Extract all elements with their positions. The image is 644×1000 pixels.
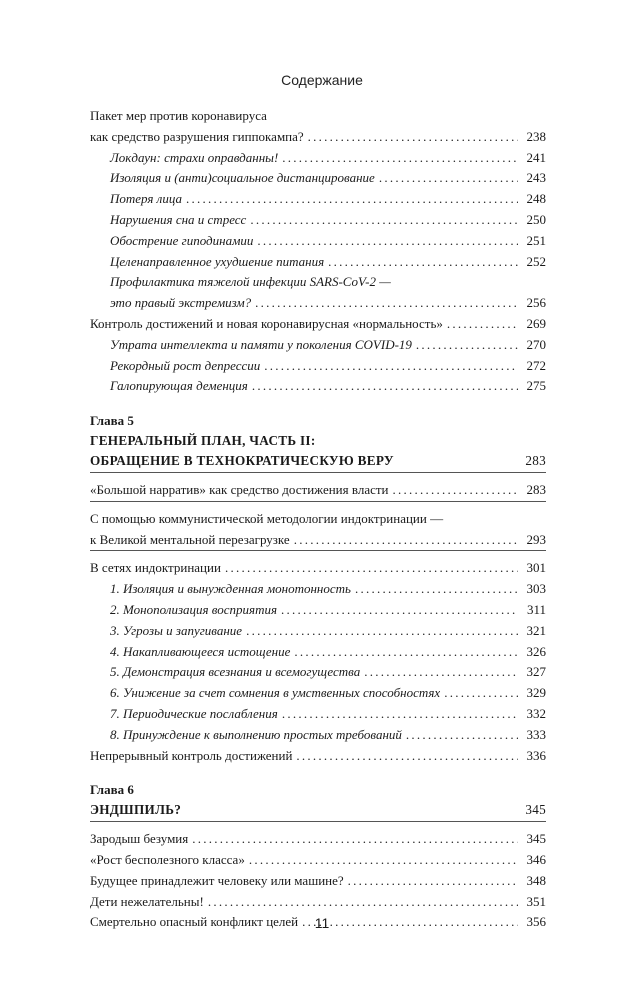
dot-leader	[186, 189, 518, 210]
dot-leader	[308, 127, 518, 148]
toc-page-number: 251	[526, 232, 546, 248]
toc-entry[interactable]	[90, 127, 546, 148]
toc-subentry[interactable]	[90, 168, 546, 189]
toc-subentry-line1[interactable]	[90, 272, 546, 293]
toc-entry-title: Зародыш безумия	[90, 831, 189, 847]
running-header: Содержание	[281, 72, 363, 88]
toc-entry[interactable]	[90, 314, 546, 335]
toc-entry[interactable]	[90, 746, 546, 767]
toc-entry-line1[interactable]	[90, 509, 546, 530]
toc-subentry-title: 2. Монополизация восприятия	[110, 601, 278, 617]
toc-subentry[interactable]	[90, 210, 546, 231]
toc-subentry-title: Целенаправленное ухудшение питания	[110, 253, 325, 269]
dot-leader	[281, 600, 518, 621]
toc-page-number: 346	[526, 851, 546, 867]
toc-page-number: 303	[526, 581, 546, 597]
toc-page-number: 283	[525, 453, 546, 469]
toc-page-number: 243	[526, 170, 546, 186]
toc-page-number: 283	[526, 481, 546, 497]
toc-entry[interactable]	[90, 850, 546, 871]
toc-entry-title: «Большой нарратив» как средство достижения власти	[90, 481, 389, 497]
toc-entry-title: к Великой ментальной перезагрузке	[90, 531, 290, 547]
toc-subentry-title: 8. Принуждение к выполнению простых требований	[110, 726, 402, 742]
toc-subentry-title: Локдаун: страхи оправданны!	[110, 149, 279, 165]
dot-leader	[393, 480, 518, 501]
toc-subentry-title: 6. Унижение за счет сомнения в умственных способностях	[110, 685, 441, 701]
toc-subentry[interactable]	[90, 231, 546, 252]
dot-leader	[379, 168, 518, 189]
toc-page-number: 241	[526, 149, 546, 165]
dot-leader	[328, 252, 518, 273]
toc-entry[interactable]	[90, 829, 546, 850]
toc-entry-title: С помощью коммунистической методологии индоктринации —	[90, 510, 444, 526]
toc-entry-title: Непрерывный контроль достижений	[90, 747, 293, 763]
toc-subentry-title: 5. Демонстрация всезнания и всемогущества	[110, 664, 361, 680]
toc-entry[interactable]	[90, 480, 546, 501]
dot-leader	[225, 558, 518, 579]
toc-page-number: 238	[526, 128, 546, 144]
toc-subentry-title: 4. Накапливающееся истощение	[110, 643, 291, 659]
toc-subentry[interactable]	[90, 725, 546, 746]
toc-subentry-title: 3. Угрозы и запугивание	[110, 622, 243, 638]
toc-page-number: 345	[526, 831, 546, 847]
toc-subentry[interactable]	[90, 376, 546, 397]
toc-page-number: 333	[526, 726, 546, 742]
toc-subentry[interactable]	[90, 683, 546, 704]
dot-leader	[364, 662, 518, 683]
toc-page-number: 351	[526, 893, 546, 909]
dot-leader	[444, 683, 518, 704]
dot-leader	[294, 642, 518, 663]
toc-subentry-title: это правый экстремизм?	[110, 295, 252, 311]
toc-subentry-title: 1. Изоляция и вынужденная монотонность	[110, 581, 351, 597]
dot-leader	[264, 356, 518, 377]
section-gap	[90, 766, 546, 780]
chapter-title-line2: ОБРАЩЕНИЕ В ТЕХНОКРАТИЧЕСКУЮ ВЕРУ	[90, 453, 394, 469]
toc-page-number: 329	[526, 685, 546, 701]
toc-subentry[interactable]	[90, 642, 546, 663]
toc-page-number: 345	[525, 802, 546, 818]
dot-leader	[257, 231, 518, 252]
gap	[90, 502, 546, 509]
chapter-title-entry[interactable]	[90, 451, 546, 472]
toc-entry-title: Дети нежелательны!	[90, 893, 204, 909]
toc-entry-title: В сетях индоктринации	[90, 560, 221, 576]
toc-page-number: 348	[526, 872, 546, 888]
section-gap	[90, 397, 546, 411]
toc-page-number: 326	[526, 643, 546, 659]
toc-subentry[interactable]	[90, 189, 546, 210]
toc-subentry[interactable]	[90, 148, 546, 169]
gap	[90, 551, 546, 558]
dot-leader	[282, 704, 518, 725]
dot-leader	[250, 210, 518, 231]
toc-subentry-title: Обострение гиподинамии	[110, 232, 254, 248]
toc-entry[interactable]	[90, 871, 546, 892]
toc-subentry[interactable]	[90, 293, 546, 314]
dot-leader	[447, 314, 518, 335]
toc-entry-title: Пакет мер против коронавируса	[90, 108, 267, 123]
toc-page-number: 269	[526, 315, 546, 331]
toc-subentry[interactable]	[90, 252, 546, 273]
dot-leader	[355, 579, 518, 600]
dot-leader	[252, 376, 518, 397]
toc-page-number: 336	[526, 747, 546, 763]
toc-subentry-title: 7. Периодические послабления	[110, 705, 278, 721]
table-of-contents	[90, 106, 546, 933]
dot-leader	[192, 829, 518, 850]
chapter-label: Глава 5	[90, 413, 134, 429]
toc-entry-title: как средство разрушения гиппокампа?	[90, 128, 304, 144]
toc-page-number: 327	[526, 664, 546, 680]
page-number: 11	[314, 915, 330, 931]
dot-leader	[282, 148, 518, 169]
toc-page-number: 252	[526, 253, 546, 269]
chapter-title-line1: ГЕНЕРАЛЬНЫЙ ПЛАН, ЧАСТЬ II:	[90, 433, 316, 449]
gap	[90, 473, 546, 480]
toc-entry-line1[interactable]	[90, 106, 546, 127]
toc-page-number: 301	[526, 560, 546, 576]
toc-subentry[interactable]	[90, 579, 546, 600]
toc-page-number: 272	[526, 357, 546, 373]
toc-page-number: 293	[526, 531, 546, 547]
toc-subentry-title: Галопирующая деменция	[110, 378, 248, 394]
dot-leader	[348, 871, 518, 892]
toc-entry-title: Будущее принадлежит человеку или машине?	[90, 872, 344, 888]
toc-page-number: 321	[526, 622, 546, 638]
toc-subentry[interactable]	[90, 356, 546, 377]
toc-page-number: 311	[526, 601, 546, 617]
toc-entry-title: Контроль достижений и новая коронавирусная «нормальность»	[90, 315, 443, 331]
toc-page-number: 256	[526, 295, 546, 311]
toc-subentry-title: Утрата интеллекта и памяти у поколения COVID-19	[110, 336, 412, 352]
toc-page-number: 275	[526, 378, 546, 394]
dot-leader	[249, 850, 518, 871]
toc-page-number: 248	[526, 191, 546, 207]
toc-entry[interactable]	[90, 530, 546, 551]
toc-subentry[interactable]	[90, 600, 546, 621]
toc-entry[interactable]	[90, 558, 546, 579]
toc-entry[interactable]	[90, 892, 546, 913]
toc-page-number: 250	[526, 211, 546, 227]
chapter-title-entry[interactable]	[90, 800, 546, 821]
toc-page-number: 270	[526, 336, 546, 352]
dot-leader	[246, 621, 518, 642]
toc-subentry[interactable]	[90, 662, 546, 683]
gap	[90, 822, 546, 829]
chapter-label: Глава 6	[90, 782, 134, 798]
dot-leader	[294, 530, 518, 551]
toc-subentry[interactable]	[90, 704, 546, 725]
dot-leader	[296, 746, 518, 767]
chapter-title: ЭНДШПИЛЬ?	[90, 802, 182, 818]
toc-entry-title: Смертельно опасный конфликт целей	[90, 914, 299, 930]
dot-leader	[255, 293, 518, 314]
toc-page-number: 356	[526, 914, 546, 930]
toc-subentry-title: Изоляция и (анти)социальное дистанцирование	[110, 170, 375, 186]
dot-leader	[208, 892, 518, 913]
dot-leader	[406, 725, 518, 746]
toc-subentry-title: Нарушения сна и стресс	[110, 211, 247, 227]
toc-subentry[interactable]	[90, 335, 546, 356]
toc-subentry[interactable]	[90, 621, 546, 642]
toc-page-number: 332	[526, 705, 546, 721]
toc-subentry-title: Потеря лица	[110, 191, 182, 207]
toc-entry-title: «Рост бесполезного класса»	[90, 851, 245, 867]
toc-subentry-title: Профилактика тяжелой инфекции SARS-CoV-2 —	[110, 274, 391, 290]
toc-subentry-title: Рекордный рост депрессии	[110, 357, 261, 373]
dot-leader	[416, 335, 518, 356]
